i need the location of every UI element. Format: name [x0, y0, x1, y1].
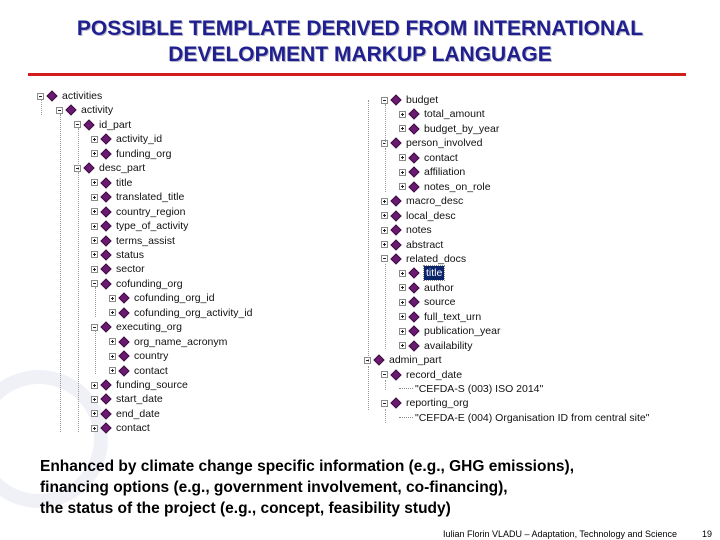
collapse-toggle-icon[interactable]	[91, 324, 98, 331]
expand-toggle-icon[interactable]	[399, 328, 406, 335]
expand-toggle-icon[interactable]	[399, 270, 406, 277]
expand-toggle-icon[interactable]	[399, 299, 406, 306]
tree-node[interactable]	[91, 234, 175, 248]
expand-toggle-icon[interactable]	[399, 284, 406, 291]
tree-node-label[interactable]: activity	[81, 104, 114, 117]
tree-node-label[interactable]: record_date	[406, 368, 463, 381]
tree-node[interactable]	[399, 151, 458, 165]
tree-node[interactable]	[399, 411, 649, 425]
tag-icon	[390, 398, 401, 409]
tree-node-label[interactable]: desc_part	[99, 162, 146, 175]
tree-node-label[interactable]: terms_assist	[116, 234, 175, 247]
tree-node-label[interactable]: start_date	[116, 393, 163, 406]
tag-icon	[373, 354, 384, 365]
expand-toggle-icon[interactable]	[91, 194, 98, 201]
tree-node[interactable]	[399, 310, 481, 324]
tag-icon	[46, 90, 57, 101]
expand-toggle-icon[interactable]	[399, 313, 406, 320]
tree-connector-line	[399, 417, 413, 419]
tree-node-label[interactable]: title	[116, 176, 133, 189]
tree-node[interactable]	[381, 93, 438, 107]
tree-node-label[interactable]: related_docs	[406, 252, 467, 265]
tree-node-label[interactable]: reporting_org	[406, 397, 469, 410]
expand-toggle-icon[interactable]	[91, 179, 98, 186]
tree-node-label[interactable]: affiliation	[424, 166, 466, 179]
tree-node-label[interactable]: country_region	[116, 205, 186, 218]
tree-node-label[interactable]: translated_title	[116, 191, 185, 204]
tree-guide-line	[41, 100, 42, 115]
tag-icon	[100, 322, 111, 333]
tag-icon	[100, 249, 111, 260]
tree-guide-line	[78, 128, 79, 174]
tree-node[interactable]	[91, 277, 183, 291]
tree-node[interactable]	[91, 132, 162, 146]
tree-guide-line	[95, 331, 96, 374]
tree-node-label[interactable]: cofunding_org_activity_id	[134, 306, 253, 319]
tag-icon	[100, 177, 111, 188]
body-line-3: the status of the project (e.g., concept, feasibility study)	[40, 500, 451, 517]
tree-guide-line	[60, 114, 61, 432]
tree-node[interactable]	[91, 147, 171, 161]
tag-icon	[100, 278, 111, 289]
tree-node-label[interactable]: total_amount	[424, 108, 485, 121]
tag-icon	[100, 394, 111, 405]
tree-node[interactable]	[381, 252, 466, 266]
tree-node[interactable]	[91, 248, 144, 262]
expand-toggle-icon[interactable]	[91, 266, 98, 273]
tag-icon	[100, 408, 111, 419]
collapse-toggle-icon[interactable]	[381, 255, 388, 262]
tree-node[interactable]	[399, 382, 543, 396]
tree-node[interactable]	[399, 295, 456, 309]
expand-toggle-icon[interactable]	[109, 338, 116, 345]
tag-icon	[408, 297, 419, 308]
expand-toggle-icon[interactable]	[109, 367, 116, 374]
tree-node[interactable]	[399, 122, 499, 136]
expand-toggle-icon[interactable]	[91, 150, 98, 157]
tree-node-label[interactable]: budget	[406, 94, 439, 106]
tree-guide-line	[385, 264, 386, 349]
tag-icon	[390, 239, 401, 250]
tag-icon	[100, 264, 111, 275]
tree-node[interactable]	[399, 165, 465, 179]
tree-node[interactable]	[109, 335, 227, 349]
tree-node-label[interactable]: publication_year	[424, 325, 501, 338]
tag-icon	[408, 340, 419, 351]
tag-icon	[118, 336, 129, 347]
tag-icon	[100, 423, 111, 434]
tree-node[interactable]	[381, 223, 432, 237]
tree-node-label[interactable]: availability	[424, 339, 473, 352]
tag-icon	[390, 138, 401, 149]
tree-node-label[interactable]: person_involved	[406, 137, 483, 150]
expand-toggle-icon[interactable]	[381, 241, 388, 248]
tag-icon	[408, 152, 419, 163]
tree-node-label[interactable]: notes	[406, 224, 432, 237]
tree-node-label[interactable]: cofunding_org	[116, 277, 183, 290]
expand-toggle-icon[interactable]	[399, 111, 406, 118]
tree-node-label[interactable]: activities	[62, 90, 103, 102]
expand-toggle-icon[interactable]	[91, 251, 98, 258]
expand-toggle-icon[interactable]	[91, 410, 98, 417]
tree-node[interactable]	[91, 205, 185, 219]
expand-toggle-icon[interactable]	[91, 237, 98, 244]
tree-node[interactable]	[381, 194, 463, 208]
expand-toggle-icon[interactable]	[399, 342, 406, 349]
expand-toggle-icon[interactable]	[91, 223, 98, 230]
tag-icon	[83, 163, 94, 174]
tag-icon	[390, 369, 401, 380]
expand-toggle-icon[interactable]	[399, 125, 406, 132]
expand-toggle-icon[interactable]	[91, 136, 98, 143]
tag-icon	[408, 326, 419, 337]
tag-icon	[408, 167, 419, 178]
tree-node-label[interactable]: type_of_activity	[116, 220, 189, 233]
expand-toggle-icon[interactable]	[91, 425, 98, 432]
tree-node-label[interactable]: end_date	[116, 407, 160, 420]
tree-node[interactable]	[381, 209, 456, 223]
tree-node[interactable]	[91, 421, 150, 435]
tree-node[interactable]	[399, 107, 485, 121]
tree-guide-line	[78, 172, 79, 432]
footer-credit: Iulian Florin VLADU – Adaptation, Technology and Science	[443, 529, 677, 539]
slide-title-line-2: DEVELOPMENT MARKUP LANGUAGE	[168, 43, 552, 66]
tree-node[interactable]	[399, 281, 454, 295]
tree-guide-line	[385, 148, 386, 192]
tag-icon	[118, 293, 129, 304]
tree-node[interactable]	[109, 364, 168, 378]
tag-icon	[408, 311, 419, 322]
tree-node-label[interactable]: executing_org	[116, 321, 182, 334]
expand-toggle-icon[interactable]	[109, 295, 116, 302]
tag-icon	[408, 181, 419, 192]
tag-icon	[390, 195, 401, 206]
tree-node-label[interactable]: country	[134, 350, 169, 363]
tree-node-label[interactable]: admin_part	[389, 354, 442, 367]
tree-node-label[interactable]: abstract	[406, 238, 444, 251]
tag-icon	[408, 109, 419, 120]
tree-node[interactable]	[381, 238, 443, 252]
tree-node[interactable]	[399, 324, 500, 338]
tree-node[interactable]	[91, 320, 182, 334]
tag-icon	[65, 105, 76, 116]
tree-guide-line	[368, 100, 369, 362]
expand-toggle-icon[interactable]	[91, 208, 98, 215]
tag-icon	[118, 307, 129, 318]
tree-node[interactable]	[37, 89, 102, 103]
tree-node[interactable]	[381, 368, 462, 382]
tree-node[interactable]	[399, 266, 444, 280]
tree-node-label[interactable]: local_desc	[406, 209, 456, 222]
tag-icon	[390, 94, 401, 105]
tree-node-label[interactable]: org_name_acronym	[134, 335, 228, 348]
tree-node-label[interactable]: source	[424, 296, 456, 309]
tree-node-label[interactable]: status	[116, 248, 145, 261]
tree-connector-line	[399, 388, 413, 390]
tree-guide-line	[368, 366, 369, 410]
tree-node[interactable]	[91, 262, 145, 276]
tag-icon	[408, 282, 419, 293]
tree-node-label[interactable]: contact	[424, 151, 458, 164]
tree-node-label[interactable]: id_part	[99, 118, 132, 131]
body-line-2: financing options (e.g., government involvement, co-financing),	[40, 479, 508, 496]
tree-node[interactable]	[364, 353, 442, 367]
tree-node[interactable]	[399, 180, 491, 194]
expand-toggle-icon[interactable]	[91, 382, 98, 389]
collapse-toggle-icon[interactable]	[381, 371, 388, 378]
tree-node[interactable]	[74, 161, 145, 175]
tree-node[interactable]	[74, 118, 131, 132]
tag-icon	[408, 268, 419, 279]
collapse-toggle-icon[interactable]	[56, 107, 63, 114]
tag-icon	[100, 148, 111, 159]
tree-node[interactable]	[91, 190, 184, 204]
slide-body-text	[40, 456, 680, 519]
expand-toggle-icon[interactable]	[399, 169, 406, 176]
expand-toggle-icon[interactable]	[91, 396, 98, 403]
collapse-toggle-icon[interactable]	[381, 400, 388, 407]
expand-toggle-icon[interactable]	[381, 212, 388, 219]
tree-node-label[interactable]: sector	[116, 263, 145, 276]
tree-node-label[interactable]: macro_desc	[406, 195, 464, 208]
collapse-toggle-icon[interactable]	[381, 97, 388, 104]
tree-node[interactable]	[381, 396, 468, 410]
tag-icon	[390, 210, 401, 221]
expand-toggle-icon[interactable]	[381, 198, 388, 205]
tree-node-label[interactable]: activity_id	[116, 133, 163, 146]
tag-icon	[408, 123, 419, 134]
tag-icon	[83, 119, 94, 130]
tree-node[interactable]	[56, 103, 113, 117]
tag-icon	[100, 235, 111, 246]
tree-guide-line	[385, 409, 386, 423]
tree-node[interactable]	[91, 176, 132, 190]
tree-node-label[interactable]: notes_on_role	[424, 180, 491, 193]
tag-icon	[100, 206, 111, 217]
tree-node[interactable]	[109, 291, 215, 305]
body-line-1: Enhanced by climate change specific information (e.g., GHG emissions),	[40, 458, 575, 475]
expand-toggle-icon[interactable]	[109, 309, 116, 316]
tag-icon	[100, 220, 111, 231]
tree-guide-line	[385, 380, 386, 390]
tag-icon	[390, 224, 401, 235]
tag-icon	[118, 350, 129, 361]
page-number: 19	[702, 529, 713, 539]
tree-node-label[interactable]: title	[426, 267, 443, 280]
tree-node-label[interactable]: budget_by_year	[424, 122, 500, 135]
tree-node-label[interactable]: author	[424, 281, 454, 294]
collapse-toggle-icon[interactable]	[37, 93, 44, 100]
slide-title-line-1: POSSIBLE TEMPLATE DERIVED FROM INTERNATIONAL	[76, 17, 644, 40]
tree-node[interactable]	[381, 136, 482, 150]
expand-toggle-icon[interactable]	[381, 227, 388, 234]
tree-node-label[interactable]: full_text_urn	[424, 310, 482, 323]
tree-guide-line	[95, 287, 96, 317]
tree-node-label[interactable]: "CEFDA-S (003) ISO 2014"	[415, 383, 544, 395]
tree-node-label[interactable]: contact	[134, 364, 168, 377]
tag-icon	[100, 379, 111, 390]
tree-node[interactable]	[91, 407, 160, 421]
tree-node[interactable]	[91, 219, 188, 233]
expand-toggle-icon[interactable]	[399, 183, 406, 190]
tag-icon	[100, 134, 111, 145]
tree-node-label[interactable]: "CEFDA-E (004) Organisation ID from central site"	[415, 411, 650, 424]
tree-node[interactable]	[399, 339, 472, 353]
expand-toggle-icon[interactable]	[109, 353, 116, 360]
tree-node-label[interactable]: cofunding_org_id	[134, 292, 215, 305]
tag-icon	[100, 191, 111, 202]
title-underline	[28, 73, 686, 76]
slide-title	[0, 16, 720, 68]
tree-node[interactable]	[91, 392, 163, 406]
tag-icon	[390, 253, 401, 264]
expand-toggle-icon[interactable]	[399, 154, 406, 161]
tree-node-label[interactable]: funding_source	[116, 379, 188, 391]
tree-node-label[interactable]: funding_org	[116, 147, 172, 160]
tree-node-label[interactable]: contact	[116, 422, 150, 435]
tree-node[interactable]	[109, 306, 253, 320]
tag-icon	[118, 365, 129, 376]
tree-guide-line	[385, 104, 386, 144]
tree-node[interactable]	[109, 349, 168, 363]
tree-node[interactable]	[91, 378, 188, 392]
